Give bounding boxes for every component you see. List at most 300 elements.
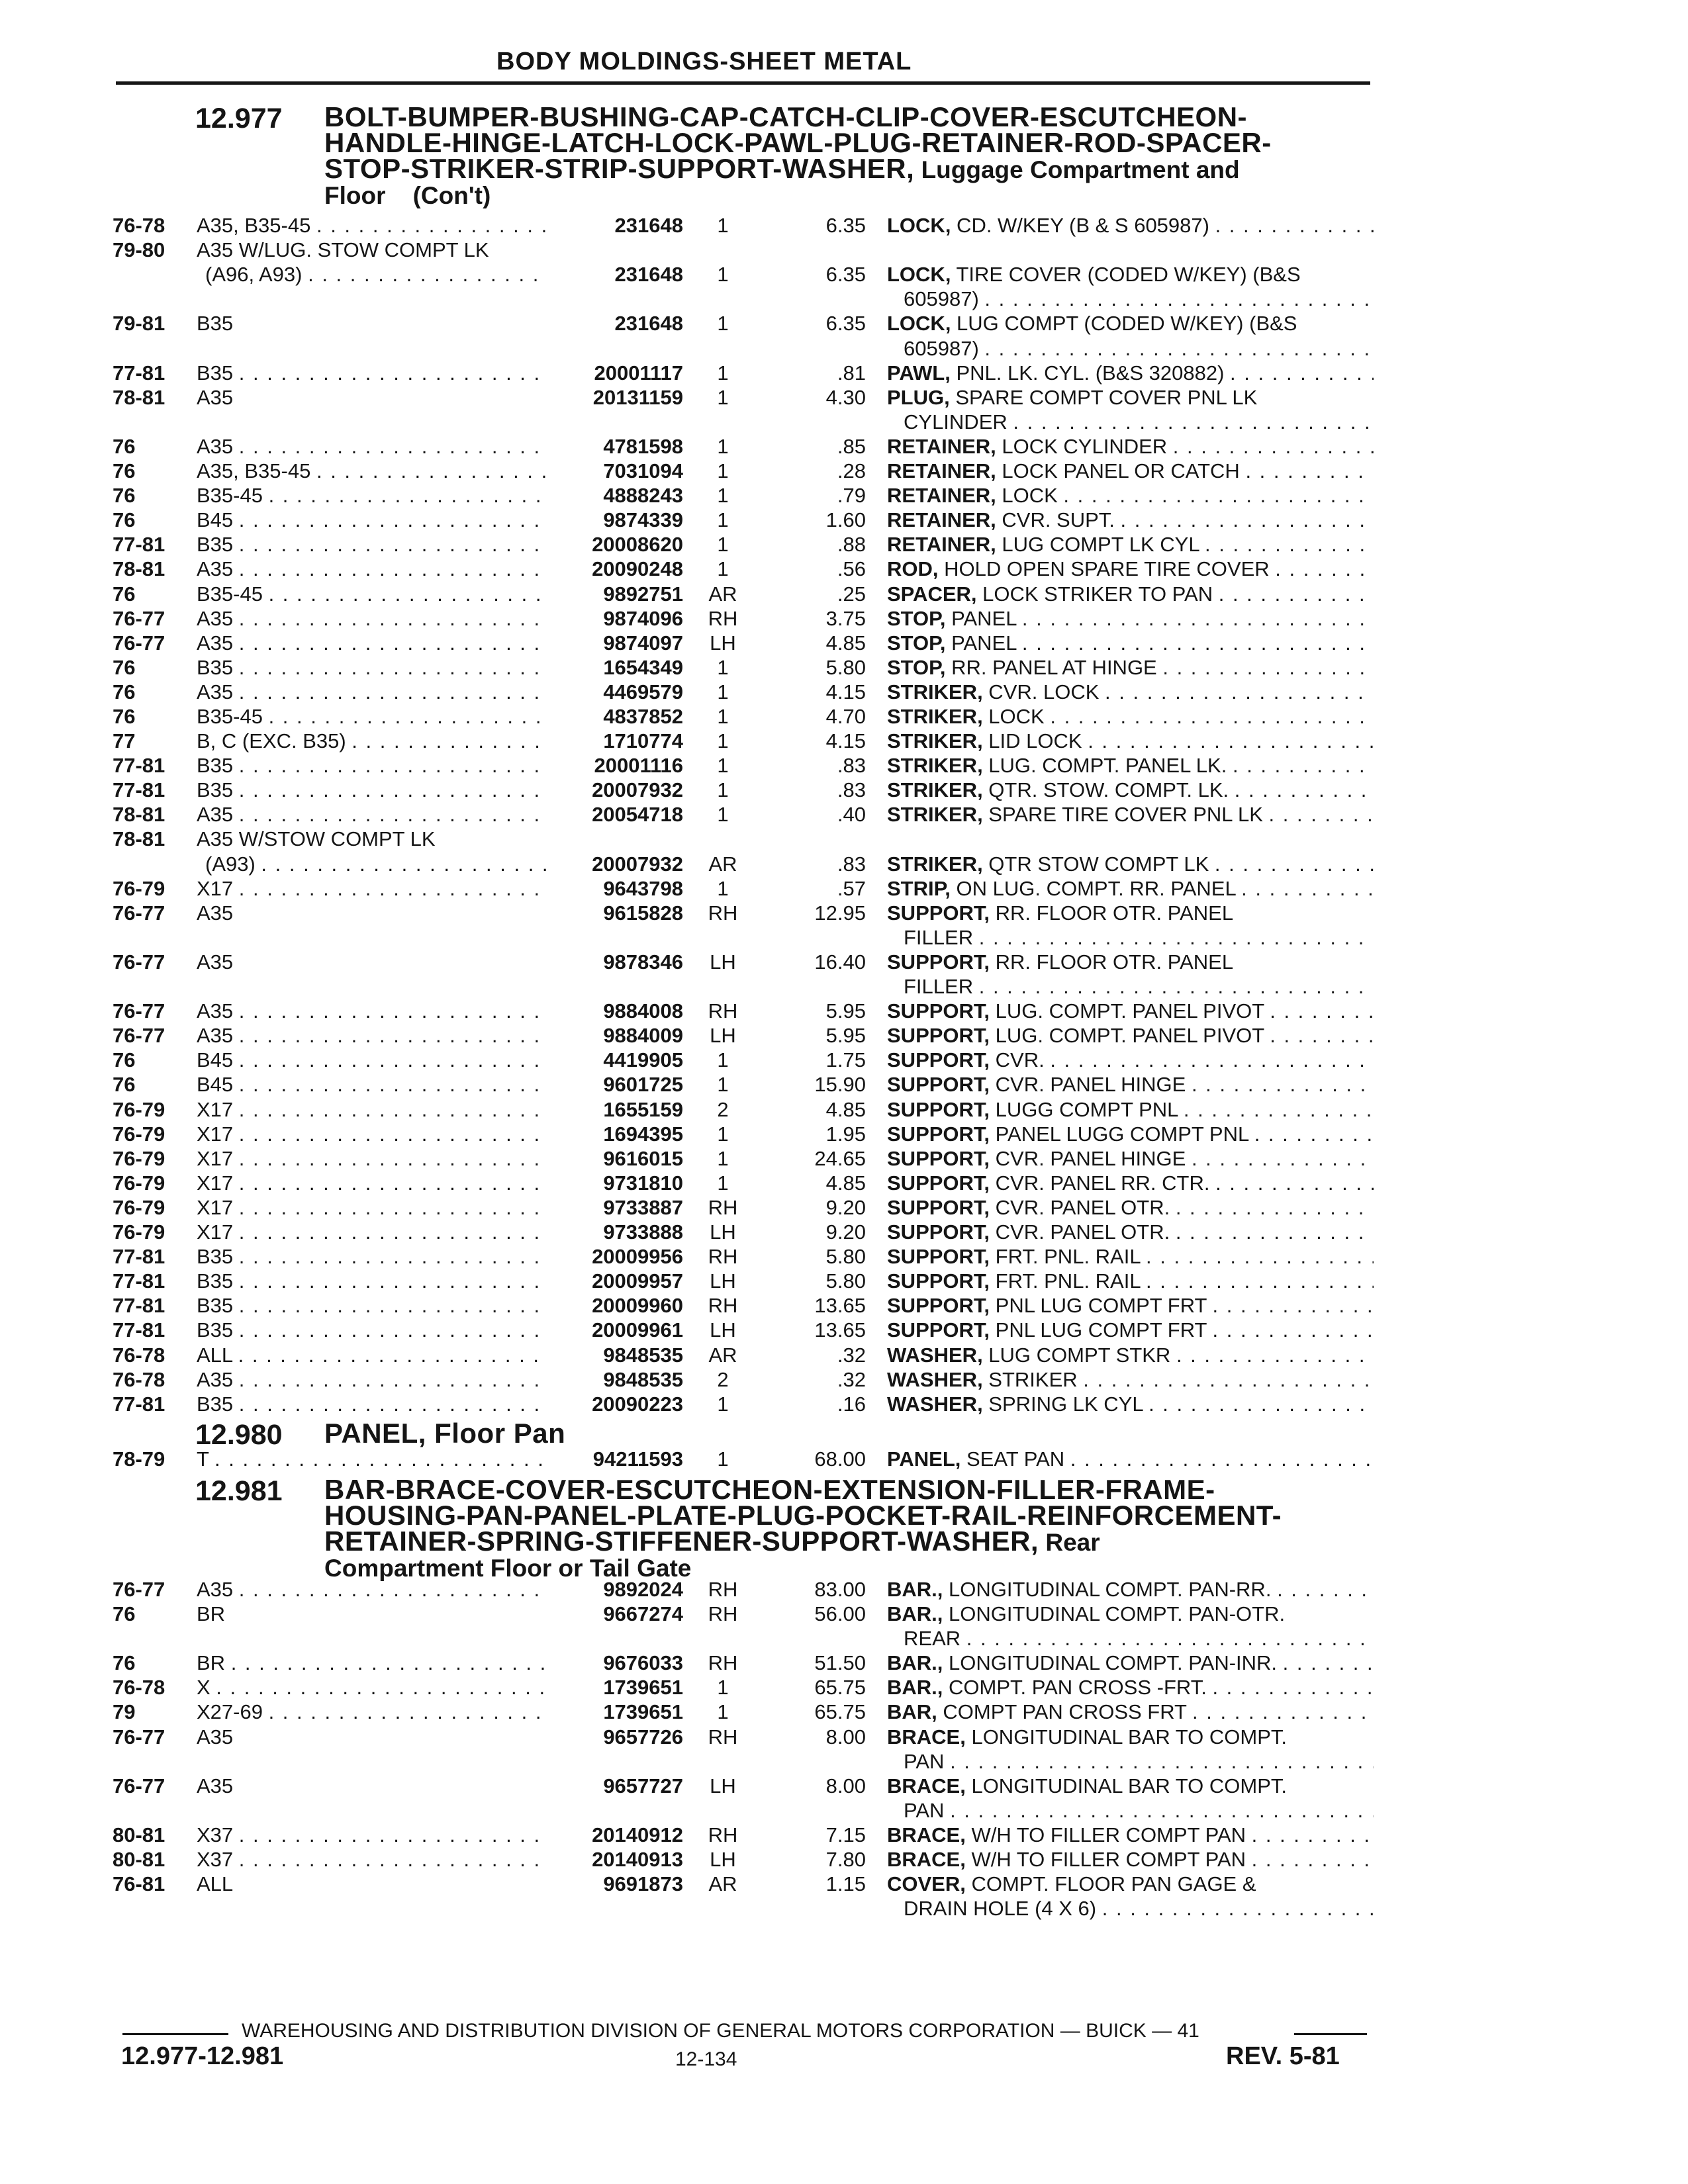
year-range: 79-80 — [113, 238, 165, 261]
part-description: W/H TO FILLER COMPT PAN — [965, 1823, 1252, 1846]
price: 7.15 — [825, 1823, 866, 1846]
description — [887, 508, 1374, 532]
quantity: 1 — [717, 263, 729, 286]
part-description: CVR. PANEL OTR. — [990, 1196, 1176, 1219]
price: 8.00 — [825, 1725, 866, 1749]
model-code: A35 — [197, 1725, 234, 1749]
year-range: 77-81 — [113, 533, 165, 556]
description — [887, 1847, 1374, 1872]
model-code: X17 . . . — [197, 1195, 547, 1220]
part-name: RETAINER, — [887, 484, 996, 507]
section-number: 12.980 — [195, 1419, 283, 1451]
quantity: 2 — [717, 1098, 729, 1121]
model-code: B35 . . . — [197, 1318, 547, 1342]
year-range: 76 — [113, 459, 136, 482]
quantity: RH — [708, 1602, 738, 1625]
part-number: 9874339 — [603, 508, 683, 531]
section-title-line: Compartment Floor or Tail Gate — [324, 1555, 692, 1581]
year-range: 78-81 — [113, 803, 165, 826]
section-number: 12.981 — [195, 1475, 283, 1507]
part-number: 231648 — [614, 263, 683, 286]
year-range: 76-77 — [113, 1725, 165, 1749]
description-continued: DRAIN HOLE (4 X 6) . . . — [904, 1896, 1374, 1921]
part-number: 9884008 — [603, 999, 683, 1023]
footer-page-number: 12-134 — [675, 2048, 737, 2070]
part-description: RR. FLOOR OTR. PANEL — [990, 901, 1234, 925]
part-number: 20007932 — [592, 852, 683, 876]
part-description: SPARE COMPT COVER PNL LK — [949, 386, 1258, 409]
quantity: AR — [708, 1343, 737, 1367]
price: .79 — [837, 484, 866, 507]
model-code: X17 . . . — [197, 876, 547, 901]
part-number: 20007932 — [592, 778, 683, 801]
part-description: PNL LUG COMPT FRT — [990, 1294, 1213, 1317]
description — [887, 361, 1374, 385]
part-number: 4419905 — [603, 1048, 683, 1071]
quantity: 1 — [717, 312, 729, 335]
quantity: 1 — [717, 361, 729, 385]
quantity: 1 — [717, 1171, 729, 1195]
description — [887, 778, 1374, 802]
quantity: RH — [708, 1294, 738, 1317]
quantity: 1 — [717, 877, 729, 900]
description — [887, 1195, 1374, 1220]
part-description: LUG COMPT STKR — [982, 1343, 1176, 1367]
price: 4.70 — [825, 705, 866, 728]
quantity: 1 — [717, 557, 729, 580]
part-name: BRACE, — [887, 1725, 966, 1749]
quantity: 1 — [717, 803, 729, 826]
price: .83 — [837, 778, 866, 801]
description — [887, 802, 1374, 827]
part-description: RR. PANEL AT HINGE — [945, 656, 1163, 679]
footer-rule-left — [122, 2033, 228, 2035]
part-number: 4469579 — [603, 680, 683, 704]
price: 1.75 — [825, 1048, 866, 1071]
description — [887, 680, 1374, 704]
part-name: SUPPORT, — [887, 1245, 990, 1268]
part-number: 20009961 — [592, 1318, 683, 1342]
year-range: 76-77 — [113, 901, 165, 925]
part-number: 9892751 — [603, 582, 683, 606]
section-title-tail: Luggage Compartment and — [914, 156, 1240, 183]
quantity: 1 — [717, 1048, 729, 1071]
model-code: B35 . . . — [197, 532, 547, 557]
part-number: 1655159 — [603, 1098, 683, 1121]
model-code: T . . . — [197, 1447, 547, 1471]
part-name: SUPPORT, — [887, 1122, 990, 1146]
quantity: 1 — [717, 729, 729, 752]
section-number: 12.977 — [195, 103, 283, 134]
part-description: LONGITUDINAL BAR TO COMPT. — [965, 1774, 1288, 1797]
year-range: 76 — [113, 582, 136, 606]
part-number: 20090248 — [592, 557, 683, 580]
year-range: 76 — [113, 656, 136, 679]
year-range: 76-81 — [113, 1872, 165, 1895]
year-range: 77-81 — [113, 1392, 165, 1416]
model-code: B35-45 . . . — [197, 704, 547, 729]
part-description: LUG. COMPT. PANEL PIVOT — [990, 999, 1270, 1023]
section-title-tail: Rear — [1039, 1529, 1100, 1556]
part-description: LUG. COMPT. PANEL LK. — [982, 754, 1233, 777]
price: .40 — [837, 803, 866, 826]
part-number: 1739651 — [603, 1676, 683, 1699]
description — [887, 1392, 1374, 1416]
price: 9.20 — [825, 1220, 866, 1244]
price: .85 — [837, 435, 866, 458]
price: 65.75 — [814, 1700, 866, 1723]
price: 9.20 — [825, 1196, 866, 1219]
year-range: 78-81 — [113, 827, 165, 850]
quantity: RH — [708, 1725, 738, 1749]
model-code: B35 . . . — [197, 1269, 547, 1293]
part-description: LOCK — [996, 484, 1064, 507]
quantity: RH — [708, 1196, 738, 1219]
price: 13.65 — [814, 1318, 866, 1342]
part-description: SPRING LK CYL — [982, 1392, 1149, 1416]
model-code: B35 . . . — [197, 1392, 547, 1416]
quantity: RH — [708, 1823, 738, 1846]
quantity: RH — [708, 1578, 738, 1601]
quantity: RH — [708, 1245, 738, 1268]
price: 8.00 — [825, 1774, 866, 1797]
footer-rule-right — [1294, 2033, 1367, 2035]
quantity: LH — [710, 1220, 736, 1244]
model-code: A35 . . . — [197, 802, 547, 827]
price: 1.95 — [825, 1122, 866, 1146]
part-number: 9676033 — [603, 1651, 683, 1674]
part-number: 9657726 — [603, 1725, 683, 1749]
part-number: 20140912 — [592, 1823, 683, 1846]
year-range: 76-77 — [113, 950, 165, 974]
description-continued: REAR . . . — [904, 1626, 1374, 1651]
part-number: 9657727 — [603, 1774, 683, 1797]
model-code: A35 W/STOW COMPT LK — [197, 827, 436, 850]
description — [887, 1048, 1374, 1072]
description — [887, 655, 1374, 680]
part-description: LONGITUDINAL BAR TO COMPT. — [965, 1725, 1288, 1749]
part-name: BAR., — [887, 1651, 943, 1674]
year-range: 77-81 — [113, 1318, 165, 1342]
price: 5.80 — [825, 1269, 866, 1293]
part-name: STOP, — [887, 607, 946, 630]
part-description: CVR. PANEL OTR. — [990, 1220, 1176, 1244]
part-number: 9848535 — [603, 1368, 683, 1391]
part-name: PAWL, — [887, 361, 951, 385]
part-description: LOCK PANEL OR CATCH — [996, 459, 1246, 482]
part-name: STRIKER, — [887, 803, 983, 826]
part-name: BRACE, — [887, 1774, 966, 1797]
year-range: 77-81 — [113, 754, 165, 777]
part-number: 9731810 — [603, 1171, 683, 1195]
part-name: BRACE, — [887, 1848, 966, 1871]
part-name: BAR., — [887, 1602, 943, 1625]
part-name: STOP, — [887, 631, 946, 655]
description — [887, 1675, 1374, 1700]
description — [887, 1700, 1374, 1724]
year-range: 76-77 — [113, 1578, 165, 1601]
part-name: SUPPORT, — [887, 1294, 990, 1317]
part-description: PANEL — [945, 631, 1022, 655]
part-description: CVR. PANEL HINGE — [990, 1147, 1192, 1170]
quantity: LH — [710, 1024, 736, 1047]
price: .81 — [837, 361, 866, 385]
year-range: 77-81 — [113, 1269, 165, 1293]
part-number: 1654349 — [603, 656, 683, 679]
description — [887, 434, 1374, 459]
section-title: PANEL, Floor Pan — [324, 1418, 566, 1449]
part-name: RETAINER, — [887, 533, 996, 556]
part-number: 20001117 — [594, 361, 683, 385]
price: 16.40 — [814, 950, 866, 974]
description — [887, 852, 1374, 876]
price: 5.95 — [825, 1024, 866, 1047]
model-code: A35 . . . — [197, 999, 547, 1023]
description — [887, 1343, 1374, 1367]
part-name: SUPPORT, — [887, 950, 990, 974]
description — [887, 1269, 1374, 1293]
quantity: LH — [710, 950, 736, 974]
part-name: PANEL, — [887, 1447, 961, 1471]
description-continued: FILLER . . . — [904, 974, 1374, 999]
part-name: SUPPORT, — [887, 1269, 990, 1293]
description — [887, 483, 1374, 508]
model-code: A35 . . . — [197, 680, 547, 704]
model-code: X37 . . . — [197, 1823, 547, 1847]
description — [887, 876, 1374, 901]
model-code: B35-45 . . . — [197, 483, 547, 508]
part-name: WASHER, — [887, 1343, 983, 1367]
part-name: LOCK, — [887, 263, 951, 286]
part-name: COVER, — [887, 1872, 966, 1895]
part-description: STRIKER — [982, 1368, 1084, 1391]
price: 68.00 — [814, 1447, 866, 1471]
section-title-line: HANDLE-HINGE-LATCH-LOCK-PAWL-PLUG-RETAINER-ROD-SPACER- — [324, 127, 1272, 158]
year-range: 78-79 — [113, 1447, 165, 1471]
model-code: A35 . . . — [197, 1577, 547, 1602]
price: .25 — [837, 582, 866, 606]
model-code: A35 — [197, 901, 234, 925]
year-range: 79-81 — [113, 312, 165, 335]
page-header: BODY MOLDINGS-SHEET METAL — [496, 48, 912, 75]
price: 4.15 — [825, 729, 866, 752]
part-description: TIRE COVER (CODED W/KEY) (B&S — [951, 263, 1301, 286]
part-description: COMPT. PAN CROSS -FRT. — [943, 1676, 1213, 1699]
price: 13.65 — [814, 1294, 866, 1317]
quantity: 1 — [717, 1392, 729, 1416]
model-code: ALL — [197, 1872, 234, 1895]
description — [887, 385, 1374, 410]
model-code: B45 . . . — [197, 508, 547, 532]
part-number: 9733888 — [603, 1220, 683, 1244]
description — [887, 704, 1374, 729]
year-range: 76-77 — [113, 607, 165, 630]
quantity: 1 — [717, 435, 729, 458]
description — [887, 1146, 1374, 1171]
price: .32 — [837, 1343, 866, 1367]
part-name: STRIKER, — [887, 754, 983, 777]
part-number: 20009957 — [592, 1269, 683, 1293]
model-code: A35 — [197, 386, 234, 409]
price: 7.80 — [825, 1848, 866, 1871]
footer-section-range: 12.977-12.981 — [121, 2042, 284, 2070]
model-code: A35 . . . — [197, 1367, 547, 1392]
quantity: 1 — [717, 533, 729, 556]
model-code: X17 . . . — [197, 1097, 547, 1122]
footer-revision: REV. 5-81 — [1226, 2042, 1340, 2070]
year-range: 76 — [113, 508, 136, 531]
part-name: SUPPORT, — [887, 1196, 990, 1219]
part-description: LUG. COMPT. PANEL PIVOT — [990, 1024, 1270, 1047]
quantity: RH — [708, 607, 738, 630]
description — [887, 1774, 1374, 1798]
price: 24.65 — [814, 1147, 866, 1170]
quantity: 1 — [717, 459, 729, 482]
price: 51.50 — [814, 1651, 866, 1674]
description — [887, 1823, 1374, 1847]
description — [887, 1577, 1374, 1602]
description — [887, 1725, 1374, 1749]
part-number: 20131159 — [592, 386, 683, 409]
section-title-line: BOLT-BUMPER-BUSHING-CAP-CATCH-CLIP-COVER-ESCUTCHEON- — [324, 101, 1248, 132]
model-code: X17 . . . — [197, 1171, 547, 1195]
model-code: A35 . . . — [197, 557, 547, 581]
price: 4.15 — [825, 680, 866, 704]
part-name: STRIP, — [887, 877, 951, 900]
quantity: 1 — [717, 1447, 729, 1471]
part-description: LUG COMPT (CODED W/KEY) (B&S — [951, 312, 1297, 335]
price: 65.75 — [814, 1676, 866, 1699]
price: 5.80 — [825, 1245, 866, 1268]
model-code: B, C (EXC. B35) . . . — [197, 729, 547, 753]
part-number: 9691873 — [603, 1872, 683, 1895]
part-number: 9874096 — [603, 607, 683, 630]
model-code: X37 . . . — [197, 1847, 547, 1872]
description — [887, 459, 1374, 483]
part-name: STRIKER, — [887, 729, 983, 752]
description — [887, 557, 1374, 581]
description-continued: 605987) . . . — [904, 336, 1374, 361]
model-code: A35 . . . — [197, 1023, 547, 1048]
description — [887, 1293, 1374, 1318]
description — [887, 532, 1374, 557]
section-title-line: Floor (Con't) — [324, 183, 491, 208]
price: .83 — [837, 852, 866, 876]
part-description: LOCK STRIKER TO PAN — [976, 582, 1219, 606]
part-number: 94211593 — [592, 1447, 683, 1471]
part-number: 1694395 — [603, 1122, 683, 1146]
part-number: 20008620 — [592, 533, 683, 556]
price: 4.85 — [825, 1098, 866, 1121]
year-range: 76 — [113, 1602, 136, 1625]
price: 3.75 — [825, 607, 866, 630]
part-number: 9615828 — [603, 901, 683, 925]
part-number: 9848535 — [603, 1343, 683, 1367]
price: 6.35 — [825, 263, 866, 286]
quantity: RH — [708, 901, 738, 925]
part-name: STOP, — [887, 656, 946, 679]
part-name: WASHER, — [887, 1368, 983, 1391]
description — [887, 1602, 1374, 1626]
model-code: B35-45 . . . — [197, 582, 547, 606]
part-description: LID LOCK — [982, 729, 1088, 752]
description-continued: FILLER . . . — [904, 925, 1374, 950]
quantity: 1 — [717, 705, 729, 728]
part-number: 4781598 — [603, 435, 683, 458]
quantity: RH — [708, 999, 738, 1023]
description — [887, 1220, 1374, 1244]
price: 5.80 — [825, 656, 866, 679]
quantity: 1 — [717, 1147, 729, 1170]
part-name: SUPPORT, — [887, 1220, 990, 1244]
year-range: 76-79 — [113, 1147, 165, 1170]
part-number: 20001116 — [594, 754, 683, 777]
description — [887, 1318, 1374, 1342]
quantity: AR — [708, 852, 737, 876]
part-name: RETAINER, — [887, 508, 996, 531]
quantity: 2 — [717, 1368, 729, 1391]
part-description: CVR. LOCK — [982, 680, 1105, 704]
part-name: ROD, — [887, 557, 939, 580]
part-description: COMPT. FLOOR PAN GAGE & — [965, 1872, 1256, 1895]
quantity: 1 — [717, 386, 729, 409]
description — [887, 213, 1374, 238]
part-number: 9601725 — [603, 1073, 683, 1096]
part-description: LOCK CYLINDER — [996, 435, 1173, 458]
price: 1.60 — [825, 508, 866, 531]
price: 4.85 — [825, 631, 866, 655]
price: .32 — [837, 1368, 866, 1391]
part-description: HOLD OPEN SPARE TIRE COVER — [938, 557, 1276, 580]
part-description: LUGG COMPT PNL — [990, 1098, 1184, 1121]
year-range: 76-79 — [113, 1122, 165, 1146]
part-name: SUPPORT, — [887, 1073, 990, 1096]
model-code-continued: (A96, A93) . . . — [205, 262, 547, 287]
year-range: 80-81 — [113, 1823, 165, 1846]
price: 5.95 — [825, 999, 866, 1023]
part-name: BRACE, — [887, 1823, 966, 1846]
price: 6.35 — [825, 214, 866, 237]
quantity: 1 — [717, 1073, 729, 1096]
year-range: 76-79 — [113, 1171, 165, 1195]
model-code: BR — [197, 1602, 226, 1625]
price: .56 — [837, 557, 866, 580]
part-number: 1710774 — [603, 729, 683, 752]
part-name: SUPPORT, — [887, 1048, 990, 1071]
description — [887, 582, 1374, 606]
quantity: 1 — [717, 754, 729, 777]
model-code: A35, B35-45 . . . — [197, 213, 547, 238]
part-name: STRIKER, — [887, 852, 983, 876]
part-description: LONGITUDINAL COMPT. PAN-RR. — [943, 1578, 1278, 1601]
price: .28 — [837, 459, 866, 482]
year-range: 77-81 — [113, 361, 165, 385]
quantity: LH — [710, 1848, 736, 1871]
part-name: SUPPORT, — [887, 1318, 990, 1342]
description — [887, 631, 1374, 655]
description-continued: 605987) . . . — [904, 287, 1374, 311]
part-number: 231648 — [614, 312, 683, 335]
part-number: 20090223 — [592, 1392, 683, 1416]
model-code: X17 . . . — [197, 1220, 547, 1244]
model-code: A35 . . . — [197, 434, 547, 459]
part-number: 9874097 — [603, 631, 683, 655]
price: 4.85 — [825, 1171, 866, 1195]
year-range: 76 — [113, 680, 136, 704]
description — [887, 1072, 1374, 1097]
description — [887, 729, 1374, 753]
part-name: BAR, — [887, 1700, 937, 1723]
